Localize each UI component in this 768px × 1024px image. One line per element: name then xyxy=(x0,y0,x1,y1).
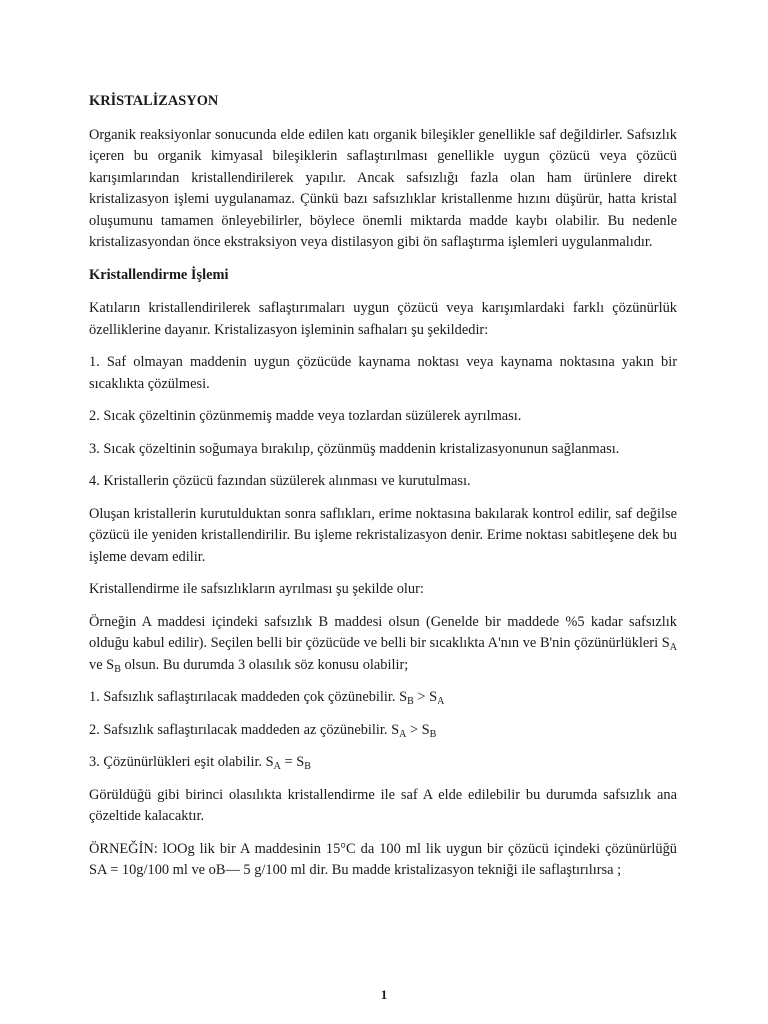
example-paragraph xyxy=(89,612,677,677)
recrystallization-paragraph: Oluşan kristallerin kurutulduktan sonra saflıkları, erime noktasına bakılarak kontrol edilir, saf değilse çözücü ile yeniden kristallendirilir. Bu işleme rekristalizasyon denir. Erime noktası sabitleşene dek bu işleme devam edilir. xyxy=(89,505,677,565)
case-3 xyxy=(89,752,677,774)
example-2-paragraph: ÖRNEĞİN: lOOg lik bir A maddesinin 15°C da 100 ml lik uygun bir çözücü içindeki çözünürlüğü SA = 10g/100 ml ve oB— 5 g/100 ml dir. Bu madde kristalizasyon tekniği ile saflaştırılırsa ; xyxy=(89,840,677,878)
case-3-operator: = S xyxy=(280,754,305,770)
conclusion-paragraph: Görüldüğü gibi birinci olasılıkta kristallendirme ile saf A elde edilebilir bu durumda safsızlık ana çözeltide kalacaktır. xyxy=(89,786,677,824)
section-heading: Kristallendirme İşlemi xyxy=(89,266,229,283)
case-1-text: 1. Safsızlık saflaştırılacak maddeden çok çözünebilir. S xyxy=(89,689,408,705)
case-1 xyxy=(89,687,677,709)
example-and: ve S xyxy=(89,656,115,673)
subscript-b: B xyxy=(407,696,414,707)
separation-intro: Kristallendirme ile safsızlıkların ayrılması şu şekilde olur: xyxy=(89,581,424,597)
case-3-text: 3. Çözünürlükleri eşit olabilir. S xyxy=(89,754,274,770)
subscript-a: A xyxy=(437,696,445,707)
page-number: 1 xyxy=(380,987,388,1002)
subscript-b: B xyxy=(304,761,311,772)
case-2-operator: > S xyxy=(406,721,430,738)
step-1: 1. Saf olmayan maddenin uygun çözücüde kaynama noktası veya kaynama noktasına yakın bir sıcaklıkta çözülmesi. xyxy=(89,354,677,392)
case-2 xyxy=(89,720,677,742)
subscript-a: A xyxy=(399,728,407,740)
section-intro-paragraph: Katıların kristallendirilerek saflaştırımaları uygun çözücü veya karışımlardaki farklı çözünürlük özelliklerine dayanır. Kristalizasyon işleminin safhaları şu şekildedir: xyxy=(89,300,677,338)
step-3: 3. Sıcak çözeltinin soğumaya bırakılıp, çözünmüş maddenin kristalizasyonunun sağlanması. xyxy=(89,440,620,457)
case-2-text: 2. Safsızlık saflaştırılacak maddeden az çözünebilir. S xyxy=(89,721,400,738)
example-text-1: Örneğin A maddesi içindeki safsızlık B maddesi olsun (Genelde bir maddede %5 kadar safsızlık olduğu kabul edilir). Seçilen belli bir çözücüde ve belli bir sıcaklıkta A'nın ve B'nin çözünürlükleri S xyxy=(89,613,677,651)
document-body xyxy=(89,91,677,893)
step-2: 2. Sıcak çözeltinin çözünmemiş madde veya tozlardan süzülerek ayrılması. xyxy=(89,408,522,424)
subscript-a: A xyxy=(669,642,677,653)
intro-paragraph: Organik reaksiyonlar sonucunda elde edilen katı organik bileşikler genellikle saf değildirler. Safsızlık içeren bu organik kimyasal bileşiklerin saflaştırılması genellikle uygun çözücü veya çözücü karışımlarından kristallendirilerek yapılır. Ancak safsızlığı fazla olan ham ürünlere direkt kristalizasyon işlemi uygulanamaz. Çünkü bazı safsızlıklar kristallenme hızını düşürür, hatta kristal oluşumunu tamamen önleyebilirler, böylece önemli miktarda madde kaybı olabilir. Bu nedenle kristalizasyondan önce ekstraksiyon veya distilasyon gibi ön saflaştırma işlemleri uygulanmalıdır. xyxy=(89,126,677,250)
example-text-2: olsun. Bu durumda 3 olasılık söz konusu olabilir; xyxy=(120,656,409,673)
step-4: 4. Kristallerin çözücü fazından süzülerek alınması ve kurutulması. xyxy=(89,473,471,489)
document-title: KRİSTALİZASYON xyxy=(89,93,219,109)
subscript-a: A xyxy=(273,761,281,772)
subscript-b: B xyxy=(114,663,121,675)
case-1-operator: > S xyxy=(413,689,438,705)
subscript-b: B xyxy=(429,728,437,740)
